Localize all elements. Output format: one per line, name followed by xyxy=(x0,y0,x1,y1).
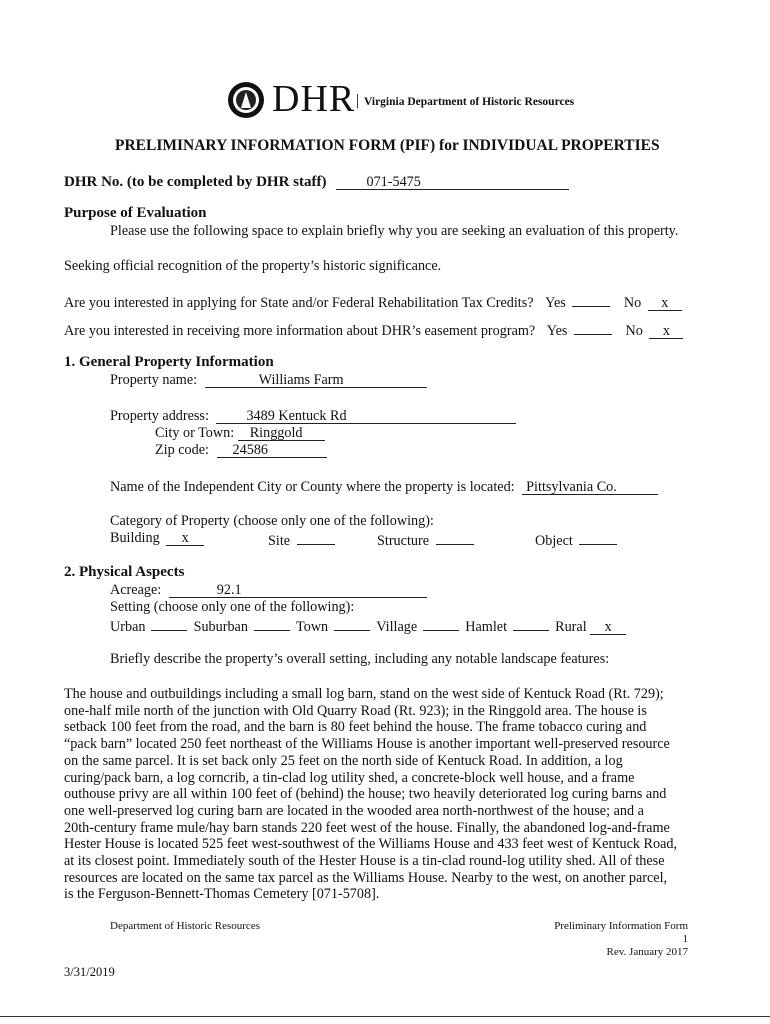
county-row xyxy=(110,479,658,496)
description-line: resources are located on the same tax parcel as the Williams House. Nearby to the west, on another parcel, xyxy=(64,869,668,886)
urban-label: Urban xyxy=(110,619,146,635)
structure-field[interactable] xyxy=(436,530,474,545)
village-label: Village xyxy=(376,619,418,635)
object-label: Object xyxy=(535,533,573,549)
description-line: “pack barn” located 250 feet northeast of the Williams House is another important well-preserved resource xyxy=(64,736,670,753)
footer-department: Department of Historic Resources xyxy=(110,920,260,932)
describe-prompt: Briefly describe the property’s overall setting, including any notable landscape features: xyxy=(110,651,610,667)
footer-page-number: 1 xyxy=(682,933,688,945)
structure-label: Structure xyxy=(377,533,430,549)
tax-credit-no-label: No xyxy=(623,295,642,311)
zip-row xyxy=(155,442,327,459)
county-field[interactable]: Pittsylvania Co. xyxy=(522,480,658,495)
dhr-number-row xyxy=(64,173,569,191)
setting-row xyxy=(110,616,626,636)
easement-yes-label: Yes xyxy=(546,323,568,339)
acreage-field[interactable]: 92.1 xyxy=(169,583,427,598)
footer-date: 3/31/2019 xyxy=(64,965,115,979)
building-field[interactable]: x xyxy=(166,531,204,546)
urban-field[interactable] xyxy=(151,616,187,631)
site-field[interactable] xyxy=(297,530,335,545)
tax-credit-yes-label: Yes xyxy=(545,295,566,311)
logo-department-name: Virginia Department of Historic Resources xyxy=(364,96,575,108)
hamlet-label: Hamlet xyxy=(465,619,508,635)
general-info-heading: 1. General Property Information xyxy=(64,354,274,370)
property-address-label: Property address: xyxy=(110,408,209,424)
description-line: is the Ferguson-Bennett-Thomas Cemetery [071-5708]. xyxy=(64,886,380,903)
property-name-row xyxy=(110,372,427,389)
description-line: curing/pack barn, a log corncrib, a tin-clad log utility shed, a concrete-block well house, and a frame xyxy=(64,769,635,786)
description-line: at its closest point. Immediately south of the Hester House is a tin-clad round-log utility shed. All of these xyxy=(64,853,665,870)
easement-row xyxy=(64,320,683,340)
zip-field[interactable]: 24586 xyxy=(217,443,327,458)
town-label: Town xyxy=(296,619,329,635)
purpose-heading: Purpose of Evaluation xyxy=(64,205,207,221)
easement-question: Are you interested in receiving more information about DHR’s easement program? xyxy=(64,323,536,339)
bottom-rule xyxy=(0,1016,770,1017)
county-label: Name of the Independent City or County where the property is located: xyxy=(110,479,515,495)
dhr-number-field[interactable]: 071-5475 xyxy=(336,175,569,190)
town-field[interactable] xyxy=(334,616,370,631)
property-name-field[interactable]: Williams Farm xyxy=(205,373,427,388)
suburban-field[interactable] xyxy=(254,616,290,631)
category-row xyxy=(110,530,610,548)
easement-yes-field[interactable] xyxy=(574,320,612,335)
tax-credit-no-field[interactable]: x xyxy=(648,296,682,311)
logo-separator: | xyxy=(356,92,360,109)
category-label: Category of Property (choose only one of the following): xyxy=(110,513,434,529)
form-title: PRELIMINARY INFORMATION FORM (PIF) for INDIVIDUAL PROPERTIES xyxy=(115,137,660,154)
footer-revision: Rev. January 2017 xyxy=(606,946,688,958)
city-label: City or Town: xyxy=(155,425,235,441)
village-field[interactable] xyxy=(423,616,459,631)
description-line: 20th-century frame mule/hay barn stands 220 feet west of the house. Finally, the abandoned log-and-frame xyxy=(64,819,670,836)
acreage-label: Acreage: xyxy=(110,582,162,598)
description-line: setback 100 feet from the road, and the barn is 80 feet behind the house. The frame tobacco curing and xyxy=(64,719,647,736)
dhr-number-label: DHR No. (to be completed by DHR staff) xyxy=(64,174,327,190)
object-field[interactable] xyxy=(579,530,617,545)
purpose-answer[interactable]: Seeking official recognition of the property’s historic significance. xyxy=(64,258,442,274)
rural-field[interactable]: x xyxy=(590,620,626,635)
virginia-seal-icon xyxy=(226,80,266,120)
property-name-label: Property name: xyxy=(110,372,198,388)
description-line: one well-preserved log curing barn are located in the wooded area north-northwest of the house; and a xyxy=(64,802,644,819)
description-line: one-half mile north of the junction with Old Quarry Road (Rt. 923); in the Ringgold area. The house is xyxy=(64,702,647,719)
footer-form-name: Preliminary Information Form xyxy=(554,920,688,932)
physical-aspects-heading: 2. Physical Aspects xyxy=(64,564,185,580)
description-line: Hester House is located 525 feet west-southwest of the Williams House and 433 feet west of Kentuck Road, xyxy=(64,836,678,853)
easement-no-field[interactable]: x xyxy=(649,324,683,339)
description-line: outhouse privy are all within 100 feet of (behind) the house; two heavily deteriorated log curing barns and xyxy=(64,786,667,803)
property-address-field[interactable]: 3489 Kentuck Rd xyxy=(216,409,516,424)
city-field[interactable]: Ringgold xyxy=(238,426,325,441)
city-row xyxy=(155,425,325,442)
site-label: Site xyxy=(268,533,291,549)
building-label: Building xyxy=(110,530,160,546)
purpose-instruction: Please use the following space to explain briefly why you are seeking an evaluation of this property. xyxy=(110,223,679,239)
suburban-label: Suburban xyxy=(193,619,248,635)
hamlet-field[interactable] xyxy=(513,616,549,631)
rural-label: Rural xyxy=(555,619,587,635)
easement-no-label: No xyxy=(625,323,643,339)
setting-description[interactable] xyxy=(64,686,704,903)
zip-label: Zip code: xyxy=(155,442,209,458)
description-line: The house and outbuildings including a small log barn, stand on the west side of Kentuck Road (Rt. 729); xyxy=(64,686,664,702)
setting-label: Setting (choose only one of the following): xyxy=(110,599,355,615)
logo-abbr: DHR xyxy=(272,78,356,120)
property-address-row xyxy=(110,408,516,425)
tax-credit-yes-field[interactable] xyxy=(572,292,610,307)
tax-credit-question: Are you interested in applying for State and/or Federal Rehabilitation Tax Credits? xyxy=(64,295,534,311)
description-line: on the same parcel. It is set back only 25 feet on the north side of Kentuck Road. In addition, a log xyxy=(64,752,623,769)
acreage-row xyxy=(110,582,427,599)
tax-credit-row xyxy=(64,292,682,312)
